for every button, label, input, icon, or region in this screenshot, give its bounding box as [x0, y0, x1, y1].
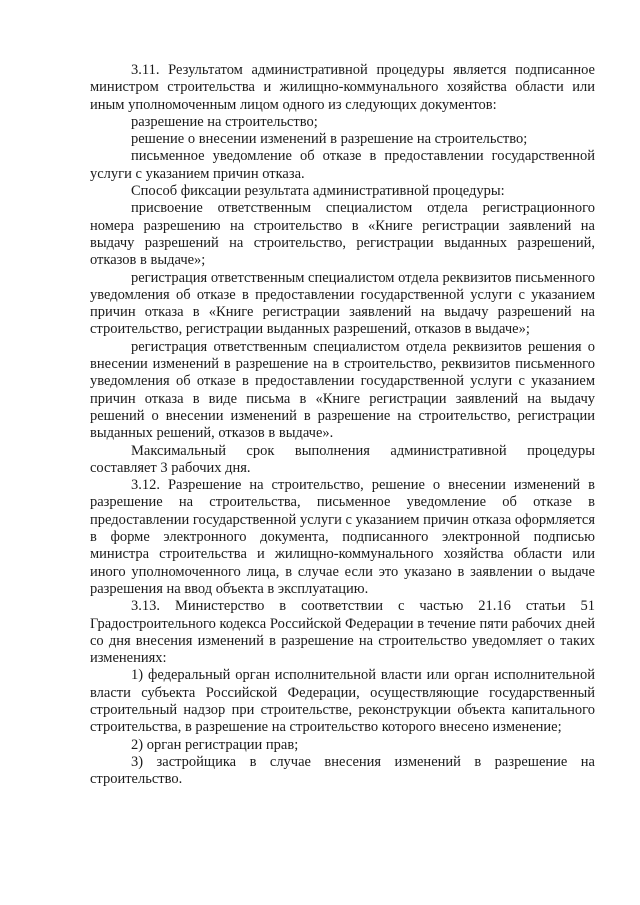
paragraph-building-permit: разрешение на строительство;	[131, 113, 318, 130]
list-item-2: 2) орган регистрации прав;	[131, 736, 299, 753]
paragraph-amendment-registration: регистрация ответственным специалистом отдела реквизитов решения о внесении изменений в разрешение на в строительство, реквизитов письменного уведомления об отказе в предоставлении государственной услуги с указанием причин отказа в виде письма в «Книге регистрации заявлений на выдачу решений о внесении изменений в разрешение на строительство, регистрации выданных решений, отказов в выдаче».	[90, 338, 595, 442]
list-item-1: 1) федеральный орган исполнительной власти или орган исполнительной власти субъекта Российской Федерации, осуществляющие государственный строительный надзор при строительстве, реконструкции объекта капитального строительства, в разрешение на строительство которого внесено изменение;	[90, 667, 595, 736]
paragraph-amendment-decision: решение о внесении изменений в разрешение на строительство;	[131, 131, 528, 148]
paragraph-recording-method: Способ фиксации результата административной процедуры:	[131, 183, 505, 200]
paragraph-number-assignment: присвоение ответственным специалистом отдела регистрационного номера разрешению на строительство в «Книге регистрации заявлений на выдачу разрешений на строительство, регистрации выданных разрешений, отказов в выдаче»;	[90, 200, 595, 269]
paragraph-max-duration: Максимальный срок выполнения административной процедуры составляет 3 рабочих дня.	[90, 442, 595, 476]
paragraph-refusal-registration: регистрация ответственным специалистом отдела реквизитов письменного уведомления об отказе в предоставлении государственной услуги с указанием причин отказа в «Книге регистрации заявлений на выдачу разрешений на строительство, регистрации выданных разрешений, отказов в выдаче»;	[90, 269, 595, 338]
paragraph-3-13: 3.13. Министерство в соответствии с частью 21.16 статьи 51 Градостроительного кодекса Российской Федерации в течение пяти рабочих дней со дня внесения изменений в разрешение на строительство уведомляет о таких изменениях:	[90, 598, 595, 667]
paragraph-3-12: 3.12. Разрешение на строительство, решение о внесении изменений в разрешение на строительства, письменное уведомление об отказе в предоставлении государственной услуги с указанием причин отказа оформляется в форме электронного документа, подписанного электронной подписью министра строительства и жилищно-коммунального хозяйства области или иного уполномоченного лица, в случае если это указано в заявлении о выдаче разрешения на ввод объекта в эксплуатацию.	[90, 477, 595, 597]
list-item-3: 3) застройщика в случае внесения изменений в разрешение на строительство.	[90, 753, 595, 788]
document-body	[90, 62, 595, 788]
paragraph-refusal-notice: письменное уведомление об отказе в предоставлении государственной услуги с указанием причин отказа.	[90, 148, 595, 182]
paragraph-3-11: 3.11. Результатом административной процедуры является подписанное министром строительства и жилищно-коммунального хозяйства области или иным уполномоченным лицом одного из следующих документов:	[90, 62, 595, 113]
